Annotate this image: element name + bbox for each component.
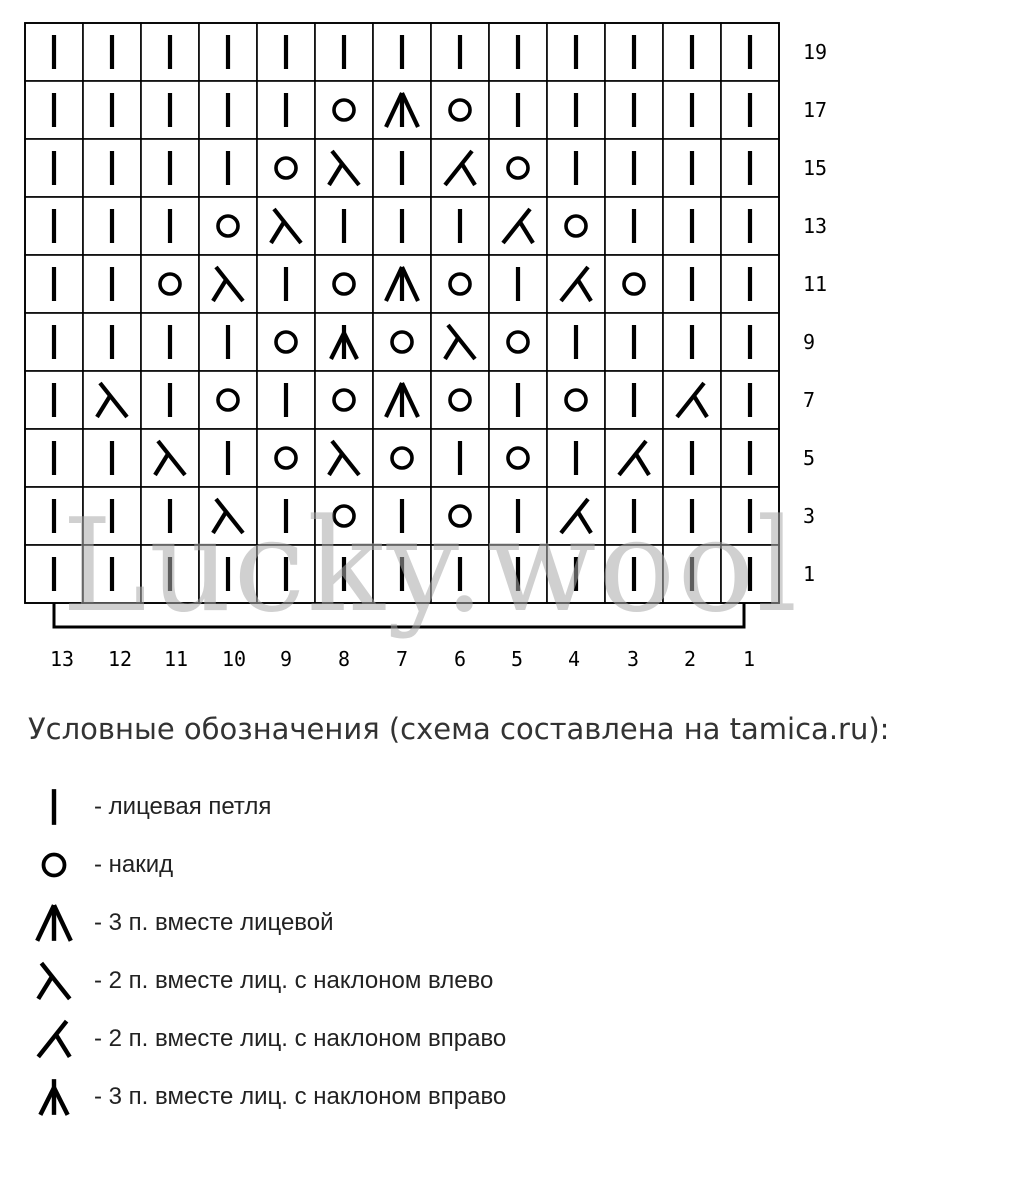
row-number: 3 <box>803 504 816 528</box>
chart-cell <box>663 81 721 139</box>
chart-cell <box>199 81 257 139</box>
chart-cell <box>489 429 547 487</box>
column-number: 2 <box>683 647 697 671</box>
chart-cell <box>199 255 257 313</box>
chart-cell <box>489 313 547 371</box>
legend-text-k2tog-left: - 2 п. вместе лиц. с наклоном влево <box>94 967 494 994</box>
column-number: 11 <box>163 647 189 671</box>
chart-cell <box>547 255 605 313</box>
chart-cell <box>431 81 489 139</box>
chart-cell <box>25 255 83 313</box>
chart-cell <box>25 429 83 487</box>
chart-cell <box>605 487 663 545</box>
column-number: 4 <box>567 647 581 671</box>
chart-cell <box>431 23 489 81</box>
legend-text-k3tog: - 3 п. вместе лицевой <box>94 909 334 936</box>
chart-cell <box>25 23 83 81</box>
watermark: Lucky.wool <box>62 492 800 641</box>
chart-cell <box>663 313 721 371</box>
chart-cell <box>547 487 605 545</box>
chart-cell <box>605 197 663 255</box>
chart-cell <box>83 313 141 371</box>
chart-cell <box>605 429 663 487</box>
legend-item-k3tog-right <box>26 1068 506 1126</box>
chart-cell <box>257 197 315 255</box>
chart-cell <box>721 81 779 139</box>
chart-cell <box>663 23 721 81</box>
chart-cell <box>83 23 141 81</box>
chart-cell <box>547 139 605 197</box>
chart-cell <box>489 139 547 197</box>
chart-cell <box>141 139 199 197</box>
chart-cell <box>605 371 663 429</box>
chart-cell <box>141 429 199 487</box>
chart-cell <box>605 139 663 197</box>
row-number: 1 <box>803 562 816 586</box>
chart-cell <box>83 197 141 255</box>
column-number: 1 <box>742 647 756 671</box>
chart-cell <box>373 313 431 371</box>
chart-cell <box>489 545 547 603</box>
chart-cell <box>373 197 431 255</box>
row-number: 19 <box>803 40 828 64</box>
chart-cell <box>315 313 373 371</box>
chart-cell <box>141 313 199 371</box>
chart-cell <box>199 197 257 255</box>
chart-cell <box>141 255 199 313</box>
chart-cell <box>315 429 373 487</box>
chart-cell <box>721 487 779 545</box>
chart-cell <box>431 139 489 197</box>
chart-cell <box>605 545 663 603</box>
chart-cell <box>199 371 257 429</box>
chart-cell <box>489 197 547 255</box>
chart-cell <box>315 487 373 545</box>
chart-cell <box>83 429 141 487</box>
column-number: 12 <box>107 647 133 671</box>
chart-cell <box>721 429 779 487</box>
chart-cell <box>141 197 199 255</box>
legend-item-k2tog-left <box>26 952 506 1010</box>
chart-cell <box>431 371 489 429</box>
column-number: 6 <box>453 647 467 671</box>
chart-cell <box>721 23 779 81</box>
chart-cell <box>663 487 721 545</box>
chart-cell <box>373 545 431 603</box>
chart-cell <box>663 139 721 197</box>
row-number: 5 <box>803 446 816 470</box>
chart-cell <box>547 197 605 255</box>
chart-cell <box>431 487 489 545</box>
chart-cell <box>431 313 489 371</box>
column-number: 5 <box>510 647 524 671</box>
chart-cell <box>663 545 721 603</box>
chart-cell <box>25 81 83 139</box>
chart-cell <box>257 313 315 371</box>
chart-cell <box>83 487 141 545</box>
chart-cell <box>489 81 547 139</box>
chart-cell <box>257 371 315 429</box>
chart-cell <box>373 139 431 197</box>
chart-cell <box>83 255 141 313</box>
chart-cell <box>431 197 489 255</box>
chart-cell <box>489 255 547 313</box>
chart-cell <box>431 545 489 603</box>
column-number: 3 <box>626 647 640 671</box>
chart-cell <box>199 487 257 545</box>
row-number: 17 <box>803 98 828 122</box>
repeat-bracket <box>54 603 744 627</box>
chart-cell <box>721 139 779 197</box>
chart-cell <box>83 81 141 139</box>
chart-cell <box>257 255 315 313</box>
chart-cell <box>315 371 373 429</box>
chart-cell <box>605 81 663 139</box>
row-number: 13 <box>803 214 828 238</box>
row-number: 15 <box>803 156 828 180</box>
legend-text-yarn-over: - накид <box>94 851 174 878</box>
legend <box>26 778 506 1126</box>
legend-item-k2tog-right <box>26 1010 506 1068</box>
chart-cell <box>83 371 141 429</box>
chart-cell <box>489 487 547 545</box>
row-number: 9 <box>803 330 816 354</box>
chart-cell <box>663 371 721 429</box>
k3tog-right-icon <box>26 1072 82 1122</box>
column-number: 7 <box>395 647 409 671</box>
chart-cell <box>605 255 663 313</box>
chart-cell <box>315 81 373 139</box>
k2tog-left-icon <box>26 956 82 1006</box>
chart-cell <box>547 81 605 139</box>
chart-cell <box>25 487 83 545</box>
legend-title: Условные обозначения (схема составлена на tamica.ru): <box>28 712 890 746</box>
chart-cell <box>605 23 663 81</box>
k2tog-right-icon <box>26 1014 82 1064</box>
legend-text-k3tog-right: - 3 п. вместе лиц. с наклоном вправо <box>94 1083 507 1110</box>
chart-cell <box>547 429 605 487</box>
chart-cell <box>141 81 199 139</box>
chart-cell <box>721 255 779 313</box>
legend-text-k2tog-right: - 2 п. вместе лиц. с наклоном вправо <box>94 1025 507 1052</box>
chart-cell <box>141 545 199 603</box>
chart-cell <box>431 429 489 487</box>
chart-cell <box>315 23 373 81</box>
column-number: 10 <box>221 647 247 671</box>
chart-cell <box>199 23 257 81</box>
chart-cell <box>25 545 83 603</box>
chart-cell <box>83 139 141 197</box>
chart-cell <box>663 429 721 487</box>
chart-cell <box>141 23 199 81</box>
chart-cell <box>547 313 605 371</box>
chart-cell <box>83 545 141 603</box>
chart-cell <box>25 139 83 197</box>
legend-item-k3tog <box>26 894 506 952</box>
row-number: 7 <box>803 388 816 412</box>
column-number: 9 <box>279 647 293 671</box>
legend-item-knit <box>26 778 506 836</box>
chart-cell <box>373 255 431 313</box>
chart-cell <box>315 545 373 603</box>
column-number: 8 <box>337 647 351 671</box>
chart-cell <box>257 81 315 139</box>
chart-cell <box>721 313 779 371</box>
chart-cell <box>315 255 373 313</box>
chart-cell <box>141 371 199 429</box>
chart-cell <box>489 371 547 429</box>
chart-cell <box>199 545 257 603</box>
chart-cell <box>663 197 721 255</box>
chart-cell <box>257 487 315 545</box>
chart-cell <box>721 197 779 255</box>
chart-cell <box>373 81 431 139</box>
chart-cell <box>373 371 431 429</box>
chart-cell <box>373 23 431 81</box>
chart-cell <box>257 545 315 603</box>
chart-cell <box>199 139 257 197</box>
legend-text-knit: - лицевая петля <box>94 793 272 820</box>
chart-cell <box>141 487 199 545</box>
chart-cell <box>721 371 779 429</box>
chart-cell <box>547 371 605 429</box>
chart-cell <box>257 429 315 487</box>
chart-cell <box>25 313 83 371</box>
chart-cell <box>373 429 431 487</box>
legend-item-yarn-over <box>26 836 506 894</box>
chart-cell <box>547 23 605 81</box>
chart-cell <box>199 429 257 487</box>
chart-cell <box>257 139 315 197</box>
chart-cell <box>25 371 83 429</box>
chart-cell <box>605 313 663 371</box>
chart-cell <box>431 255 489 313</box>
knit-stitch-icon <box>26 782 82 832</box>
chart-cell <box>489 23 547 81</box>
row-number: 11 <box>803 272 828 296</box>
chart-cell <box>547 545 605 603</box>
chart-cell <box>315 139 373 197</box>
chart-cell <box>373 487 431 545</box>
k3tog-icon <box>26 898 82 948</box>
chart-cell <box>257 23 315 81</box>
chart-cell <box>199 313 257 371</box>
chart-cell <box>663 255 721 313</box>
chart-cell <box>315 197 373 255</box>
chart-cell <box>721 545 779 603</box>
chart-cell <box>25 197 83 255</box>
yarn-over-icon <box>26 840 82 890</box>
column-number: 13 <box>49 647 75 671</box>
